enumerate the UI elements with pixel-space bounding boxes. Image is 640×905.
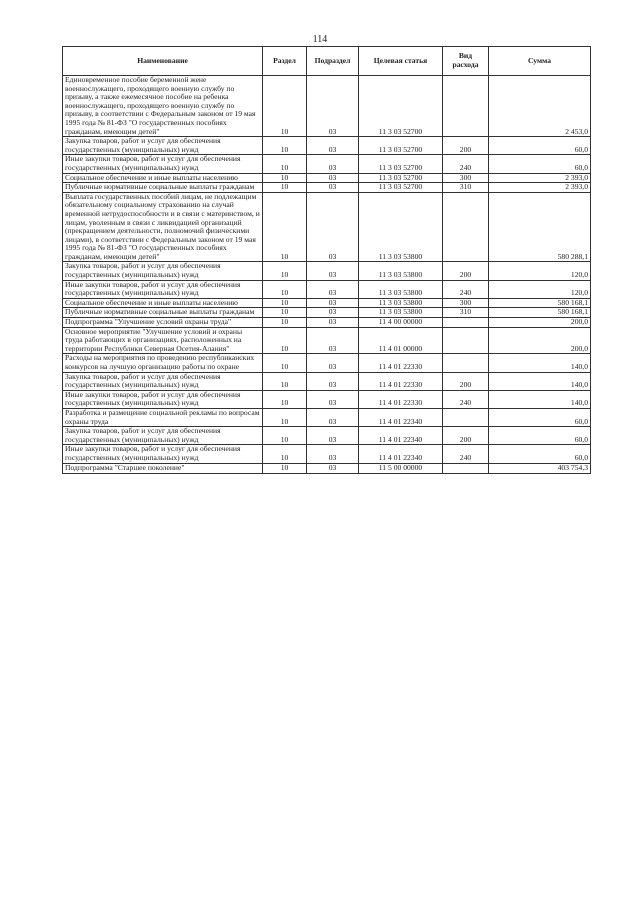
row-target: 11 3 03 52700 [359,76,443,137]
row-amount: 60,0 [489,155,591,173]
header-expense-type: Вид расхода [443,47,489,76]
row-subsection: 03 [307,327,359,354]
row-subsection: 03 [307,298,359,308]
row-amount: 200,0 [489,327,591,354]
table-row [63,137,591,155]
row-section: 10 [263,76,307,137]
row-subsection: 03 [307,76,359,137]
row-target: 11 4 00 00000 [359,318,443,328]
table-row [63,183,591,193]
row-target: 11 3 03 53800 [359,280,443,298]
row-subsection: 03 [307,192,359,262]
row-expense-type: 310 [443,308,489,318]
row-expense-type [443,327,489,354]
row-section: 10 [263,427,307,445]
table-row [63,354,591,372]
row-name: Закупка товаров, работ и услуг для обеспечения государственных (муниципальных) нужд [63,372,263,390]
table-header-row [63,47,591,76]
row-expense-type: 200 [443,372,489,390]
row-section: 10 [263,173,307,183]
row-name: Публичные нормативные социальные выплаты гражданам [63,308,263,318]
row-expense-type [443,354,489,372]
table-row [63,318,591,328]
row-expense-type: 240 [443,280,489,298]
table-row [63,372,591,390]
row-name: Иные закупки товаров, работ и услуг для обеспечения государственных (муниципальных) нужд [63,445,263,463]
row-subsection: 03 [307,354,359,372]
row-subsection: 03 [307,183,359,193]
table-row [63,408,591,426]
row-section: 10 [263,390,307,408]
table-row [63,76,591,137]
row-amount: 2 393,0 [489,173,591,183]
row-subsection: 03 [307,155,359,173]
row-amount: 120,0 [489,262,591,280]
row-subsection: 03 [307,308,359,318]
row-amount: 580 288,1 [489,192,591,262]
row-target: 11 4 01 22340 [359,427,443,445]
row-expense-type [443,76,489,137]
row-section: 10 [263,298,307,308]
row-section: 10 [263,308,307,318]
row-subsection: 03 [307,372,359,390]
row-target: 11 3 03 53800 [359,308,443,318]
row-expense-type: 300 [443,173,489,183]
row-target: 11 4 01 00000 [359,327,443,354]
row-amount: 140,0 [489,372,591,390]
row-section: 10 [263,155,307,173]
row-amount: 60,0 [489,408,591,426]
table-row [63,427,591,445]
row-subsection: 03 [307,262,359,280]
header-section: Раздел [263,47,307,76]
row-amount: 140,0 [489,354,591,372]
row-target: 11 3 03 53800 [359,262,443,280]
row-amount: 2 453,0 [489,76,591,137]
row-subsection: 03 [307,427,359,445]
row-target: 11 4 01 22340 [359,408,443,426]
row-target: 11 3 03 52700 [359,173,443,183]
row-name: Единовременное пособие беременной жене военнослужащего, проходящего военную службу по призыву, а также ежемесячное пособие на ребенка военнослужащего, проходящего военную службу по призыву, в соответствии с Федеральным законом от 19 мая 1995 года № 81-ФЗ "О государственных пособиях гражданам, имеющим детей" [63,76,263,137]
row-amount: 60,0 [489,427,591,445]
table-row [63,192,591,262]
row-expense-type: 240 [443,155,489,173]
row-expense-type [443,463,489,473]
row-amount: 403 754,3 [489,463,591,473]
row-expense-type: 200 [443,262,489,280]
row-target: 11 3 03 52700 [359,155,443,173]
row-section: 10 [263,137,307,155]
table-row [63,155,591,173]
row-target: 11 5 00 00000 [359,463,443,473]
row-name: Подпрограмма "Старшее поколение" [63,463,263,473]
row-expense-type: 310 [443,183,489,193]
row-name: Иные закупки товаров, работ и услуг для обеспечения государственных (муниципальных) нужд [63,280,263,298]
row-amount: 580 168,1 [489,298,591,308]
row-amount: 580 168,1 [489,308,591,318]
row-name: Расходы на мероприятия по проведению республиканских конкурсов на лучшую организацию работы по охране [63,354,263,372]
row-section: 10 [263,192,307,262]
row-target: 11 4 01 22330 [359,390,443,408]
row-name: Иные закупки товаров, работ и услуг для обеспечения государственных (муниципальных) нужд [63,390,263,408]
row-name: Разработка и размещение социальной рекламы по вопросам охраны труда [63,408,263,426]
row-name: Социальное обеспечение и иные выплаты населению [63,173,263,183]
budget-table [62,46,591,474]
row-section: 10 [263,372,307,390]
row-expense-type: 240 [443,445,489,463]
header-name: Наименование [63,47,263,76]
row-subsection: 03 [307,408,359,426]
row-name: Иные закупки товаров, работ и услуг для обеспечения государственных (муниципальных) нужд [63,155,263,173]
row-amount: 140,0 [489,390,591,408]
row-name: Закупка товаров, работ и услуг для обеспечения государственных (муниципальных) нужд [63,137,263,155]
row-subsection: 03 [307,318,359,328]
header-subsection: Подраздел [307,47,359,76]
row-expense-type [443,192,489,262]
row-section: 10 [263,445,307,463]
row-expense-type [443,408,489,426]
row-amount: 200,0 [489,318,591,328]
table-row [63,390,591,408]
row-expense-type: 240 [443,390,489,408]
table-row [63,327,591,354]
row-target: 11 4 01 22330 [359,372,443,390]
row-target: 11 3 03 52700 [359,183,443,193]
row-name: Социальное обеспечение и иные выплаты населению [63,298,263,308]
row-amount: 120,0 [489,280,591,298]
row-name: Публичные нормативные социальные выплаты гражданам [63,183,263,193]
row-expense-type: 300 [443,298,489,308]
row-section: 10 [263,183,307,193]
row-amount: 60,0 [489,445,591,463]
row-target: 11 4 01 22330 [359,354,443,372]
table-row [63,262,591,280]
row-name: Основное мероприятие "Улучшение условий и охраны труда работающих в организациях, расположенных на территории Республики Северная Осетия-Алания" [63,327,263,354]
row-target: 11 3 03 52700 [359,137,443,155]
row-section: 10 [263,463,307,473]
row-subsection: 03 [307,390,359,408]
row-section: 10 [263,354,307,372]
table-row [63,463,591,473]
row-target: 11 3 03 53800 [359,192,443,262]
row-name: Выплата государственных пособий лицам, не подлежащим обязательному социальному страхованию на случай временной нетрудоспособности и в связи с материнством, и лицам, уволенным в связи с ликвидацией организаций (прекращением деятельности, полномочий физическими лицами), в соответствии с Федеральным законом от 19 мая 1995 года № 81-ФЗ "О государственных пособиях гражданам, имеющим детей" [63,192,263,262]
row-name: Закупка товаров, работ и услуг для обеспечения государственных (муниципальных) нужд [63,262,263,280]
table-row [63,445,591,463]
row-subsection: 03 [307,173,359,183]
row-target: 11 3 03 53800 [359,298,443,308]
row-section: 10 [263,318,307,328]
row-name: Закупка товаров, работ и услуг для обеспечения государственных (муниципальных) нужд [63,427,263,445]
row-amount: 2 393,0 [489,183,591,193]
row-section: 10 [263,327,307,354]
row-amount: 60,0 [489,137,591,155]
row-section: 10 [263,280,307,298]
table-row [63,280,591,298]
header-amount: Сумма [489,47,591,76]
row-name: Подпрограмма "Улучшение условий охраны труда" [63,318,263,328]
row-expense-type: 200 [443,137,489,155]
row-subsection: 03 [307,137,359,155]
row-section: 10 [263,408,307,426]
row-section: 10 [263,262,307,280]
row-subsection: 03 [307,445,359,463]
row-expense-type: 200 [443,427,489,445]
row-target: 11 4 01 22340 [359,445,443,463]
row-expense-type [443,318,489,328]
row-subsection: 03 [307,463,359,473]
page-number: 114 [312,34,328,45]
row-subsection: 03 [307,280,359,298]
header-target: Целевая статья [359,47,443,76]
